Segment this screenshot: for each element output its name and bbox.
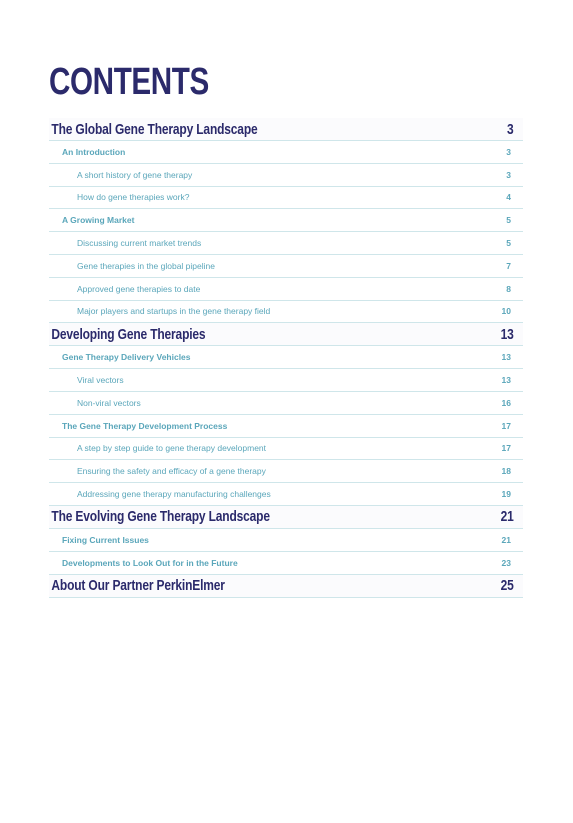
toc-entry[interactable] <box>49 187 523 210</box>
toc-label: Developments to Look Out for in the Future <box>62 557 238 568</box>
toc-label: Viral vectors <box>77 375 124 386</box>
toc-entry[interactable] <box>49 438 523 461</box>
toc-page-number: 3 <box>506 120 514 138</box>
toc-label: Gene therapies in the global pipeline <box>77 260 215 271</box>
toc-subsection[interactable] <box>49 552 523 575</box>
toc-page-number: 13 <box>501 352 511 363</box>
toc-section[interactable] <box>49 506 523 529</box>
toc-entry[interactable] <box>49 232 523 255</box>
toc-subsection[interactable] <box>49 141 523 164</box>
toc-page-number: 21 <box>500 508 514 526</box>
toc-page-number: 10 <box>501 306 511 317</box>
toc-subsection[interactable] <box>49 415 523 438</box>
toc-page-number: 19 <box>501 489 511 500</box>
toc-entry[interactable] <box>49 483 523 506</box>
toc-entry[interactable] <box>49 369 523 392</box>
toc-section[interactable] <box>49 575 523 598</box>
toc-label: The Gene Therapy Development Process <box>62 420 228 431</box>
toc-section[interactable] <box>49 118 523 141</box>
toc-page-number: 3 <box>506 146 511 157</box>
toc-page-number: 3 <box>506 169 511 180</box>
toc-entry[interactable] <box>49 278 523 301</box>
toc-subsection[interactable] <box>49 346 523 369</box>
toc-page-number: 13 <box>500 325 514 343</box>
toc-label: Approved gene therapies to date <box>77 283 201 294</box>
toc-subsection[interactable] <box>49 209 523 232</box>
page-title: CONTENTS <box>49 61 209 103</box>
toc-page-number: 7 <box>506 260 511 271</box>
toc-page-number: 23 <box>501 557 511 568</box>
toc-label: Developing Gene Therapies <box>51 325 206 343</box>
toc-entry[interactable] <box>49 164 523 187</box>
toc-entry[interactable] <box>49 392 523 415</box>
toc-label: A short history of gene therapy <box>77 169 193 180</box>
toc-page-number: 17 <box>501 420 511 431</box>
toc-subsection[interactable] <box>49 529 523 552</box>
toc-label: An Introduction <box>62 146 126 157</box>
toc-label: Addressing gene therapy manufacturing challenges <box>77 489 271 500</box>
toc-entry[interactable] <box>49 255 523 278</box>
toc-label: A step by step guide to gene therapy development <box>77 443 267 454</box>
toc-section[interactable] <box>49 323 523 346</box>
toc-entry[interactable] <box>49 301 523 324</box>
toc-page-number: 4 <box>506 192 511 203</box>
toc-label: Fixing Current Issues <box>62 534 149 545</box>
toc-label: Discussing current market trends <box>77 238 202 249</box>
toc-label: How do gene therapies work? <box>77 192 190 203</box>
toc-label: Gene Therapy Delivery Vehicles <box>62 352 191 363</box>
toc-label: A Growing Market <box>62 215 135 226</box>
toc-page-number: 13 <box>501 375 511 386</box>
toc-label: The Evolving Gene Therapy Landscape <box>51 508 270 526</box>
toc-page-number: 25 <box>500 577 514 595</box>
toc-label: About Our Partner PerkinElmer <box>51 577 225 595</box>
table-of-contents <box>49 118 523 598</box>
toc-label: Ensuring the safety and efficacy of a gene therapy <box>77 466 266 477</box>
toc-page-number: 21 <box>501 534 511 545</box>
toc-entry[interactable] <box>49 460 523 483</box>
toc-page-number: 5 <box>506 215 511 226</box>
toc-label: The Global Gene Therapy Landscape <box>51 120 258 138</box>
toc-page-number: 17 <box>501 443 511 454</box>
toc-page-number: 16 <box>501 397 511 408</box>
toc-label: Non-viral vectors <box>77 397 141 408</box>
toc-page-number: 8 <box>506 283 511 294</box>
toc-page-number: 18 <box>501 466 511 477</box>
toc-page-number: 5 <box>506 238 511 249</box>
toc-label: Major players and startups in the gene therapy field <box>77 306 271 317</box>
